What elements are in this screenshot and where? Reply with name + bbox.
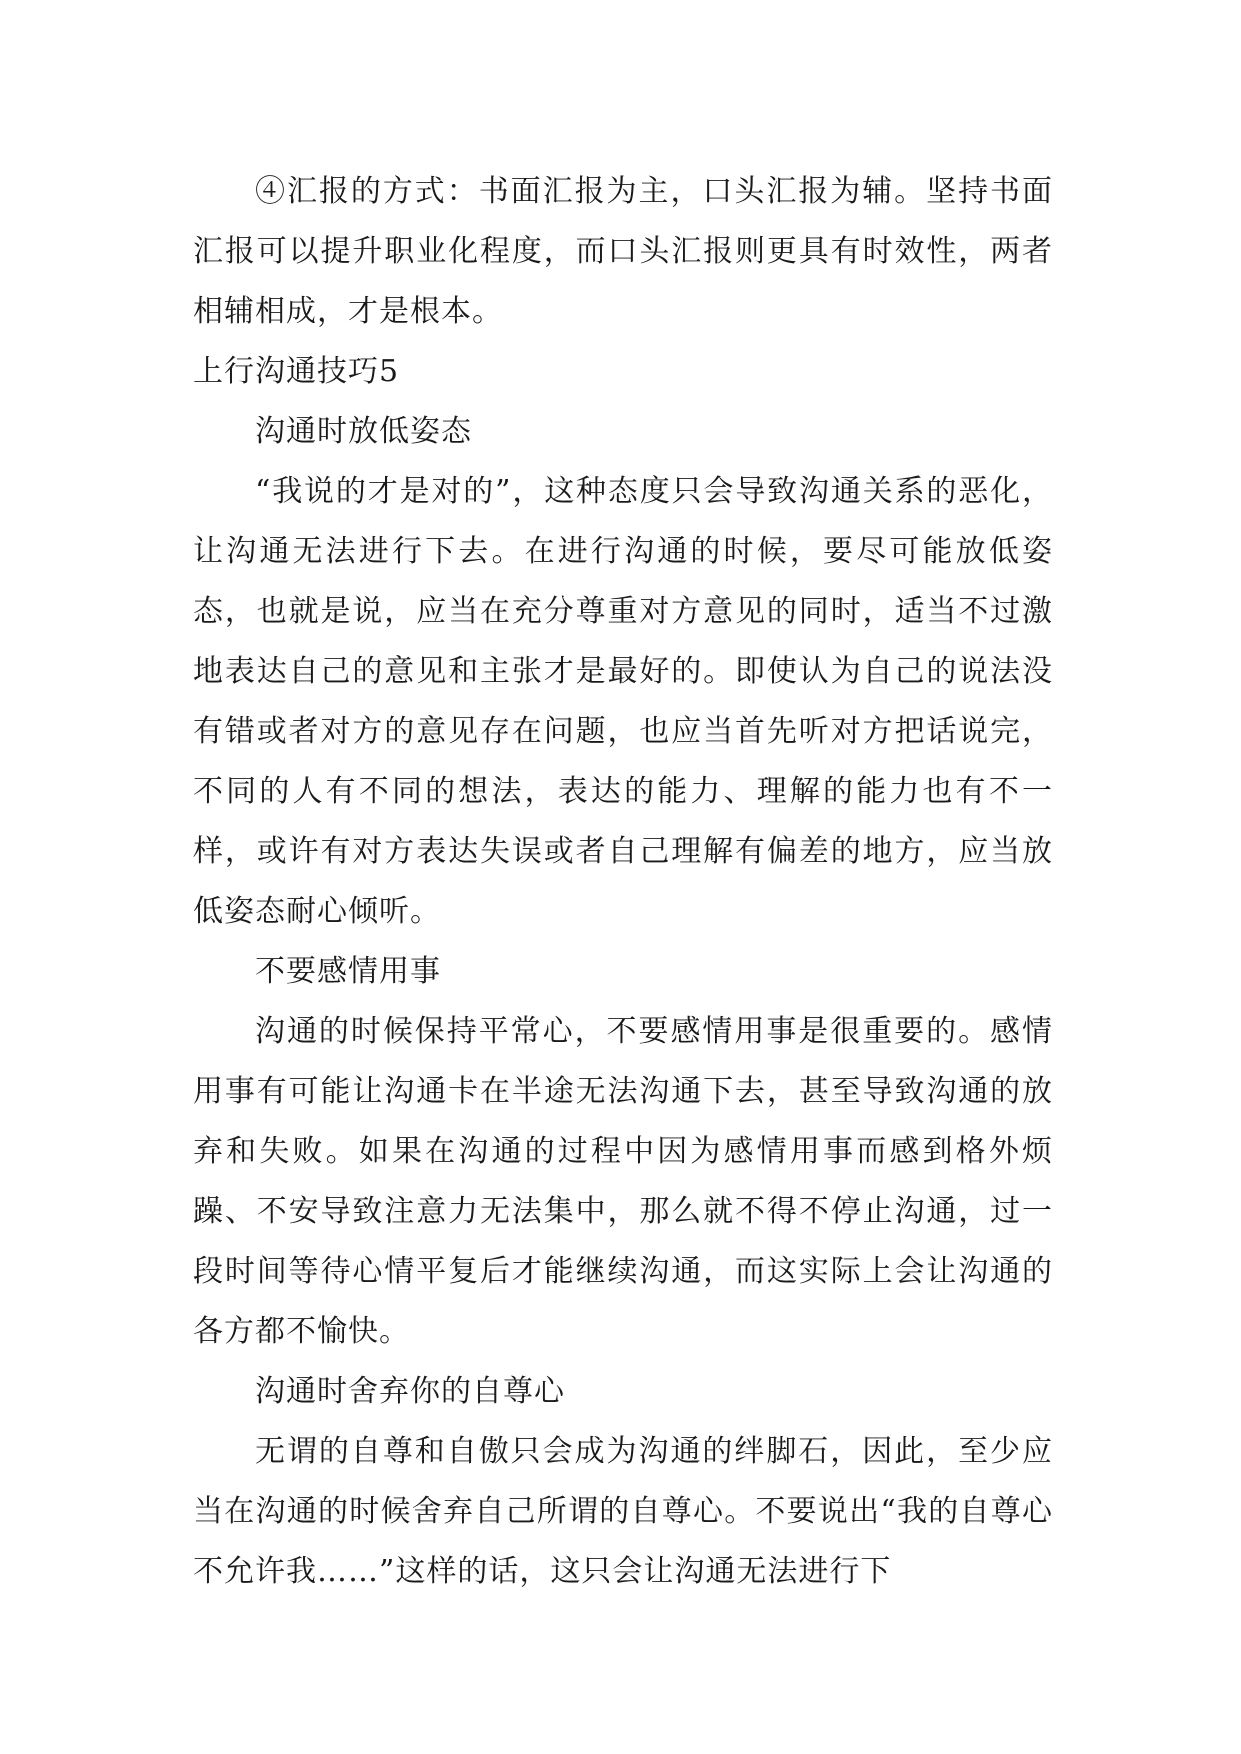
paragraph-drop-pride: 无谓的自尊和自傲只会成为沟通的绊脚石，因此，至少应当在沟通的时候舍弃自己所谓的自尊心。不要说出“我的自尊心不允许我……”这样的话，这只会让沟通无法进行下 (193, 1434, 1053, 1589)
subheading-lower-posture: 沟通时放低姿态 (255, 414, 472, 449)
paragraph-no-emotion: 沟通的时候保持平常心，不要感情用事是很重要的。感情用事有可能让沟通卡在半途无法沟通下去，甚至导致沟通的放弃和失败。如果在沟通的过程中因为感情用事而感到格外烦躁、不安导致注意力无法集中，那么就不得不停止沟通，过一段时间等待心情平复后才能继续沟通，而这实际上会让沟通的各方都不愉快。 (193, 1014, 1053, 1349)
subheading-no-emotion: 不要感情用事 (255, 954, 441, 989)
paragraph-report-method: ④汇报的方式：书面汇报为主，口头汇报为辅。坚持书面汇报可以提升职业化程度，而口头汇报则更具有时效性，两者相辅相成，才是根本。 (193, 174, 1053, 329)
paragraph-lower-posture: “我说的才是对的”，这种态度只会导致沟通关系的恶化，让沟通无法进行下去。在进行沟通的时候，要尽可能放低姿态，也就是说，应当在充分尊重对方意见的同时，适当不过激地表达自己的意见和主张才是最好的。即使认为自己的说法没有错或者对方的意见存在问题，也应当首先听对方把话说完，不同的人有不同的想法，表达的能力、理解的能力也有不一样，或许有对方表达失误或者自己理解有偏差的地方，应当放低姿态耐心倾听。 (193, 474, 1053, 929)
document-body (193, 162, 1053, 1602)
subheading-drop-pride: 沟通时舍弃你的自尊心 (255, 1374, 565, 1409)
section-title: 上行沟通技巧5 (193, 354, 400, 389)
